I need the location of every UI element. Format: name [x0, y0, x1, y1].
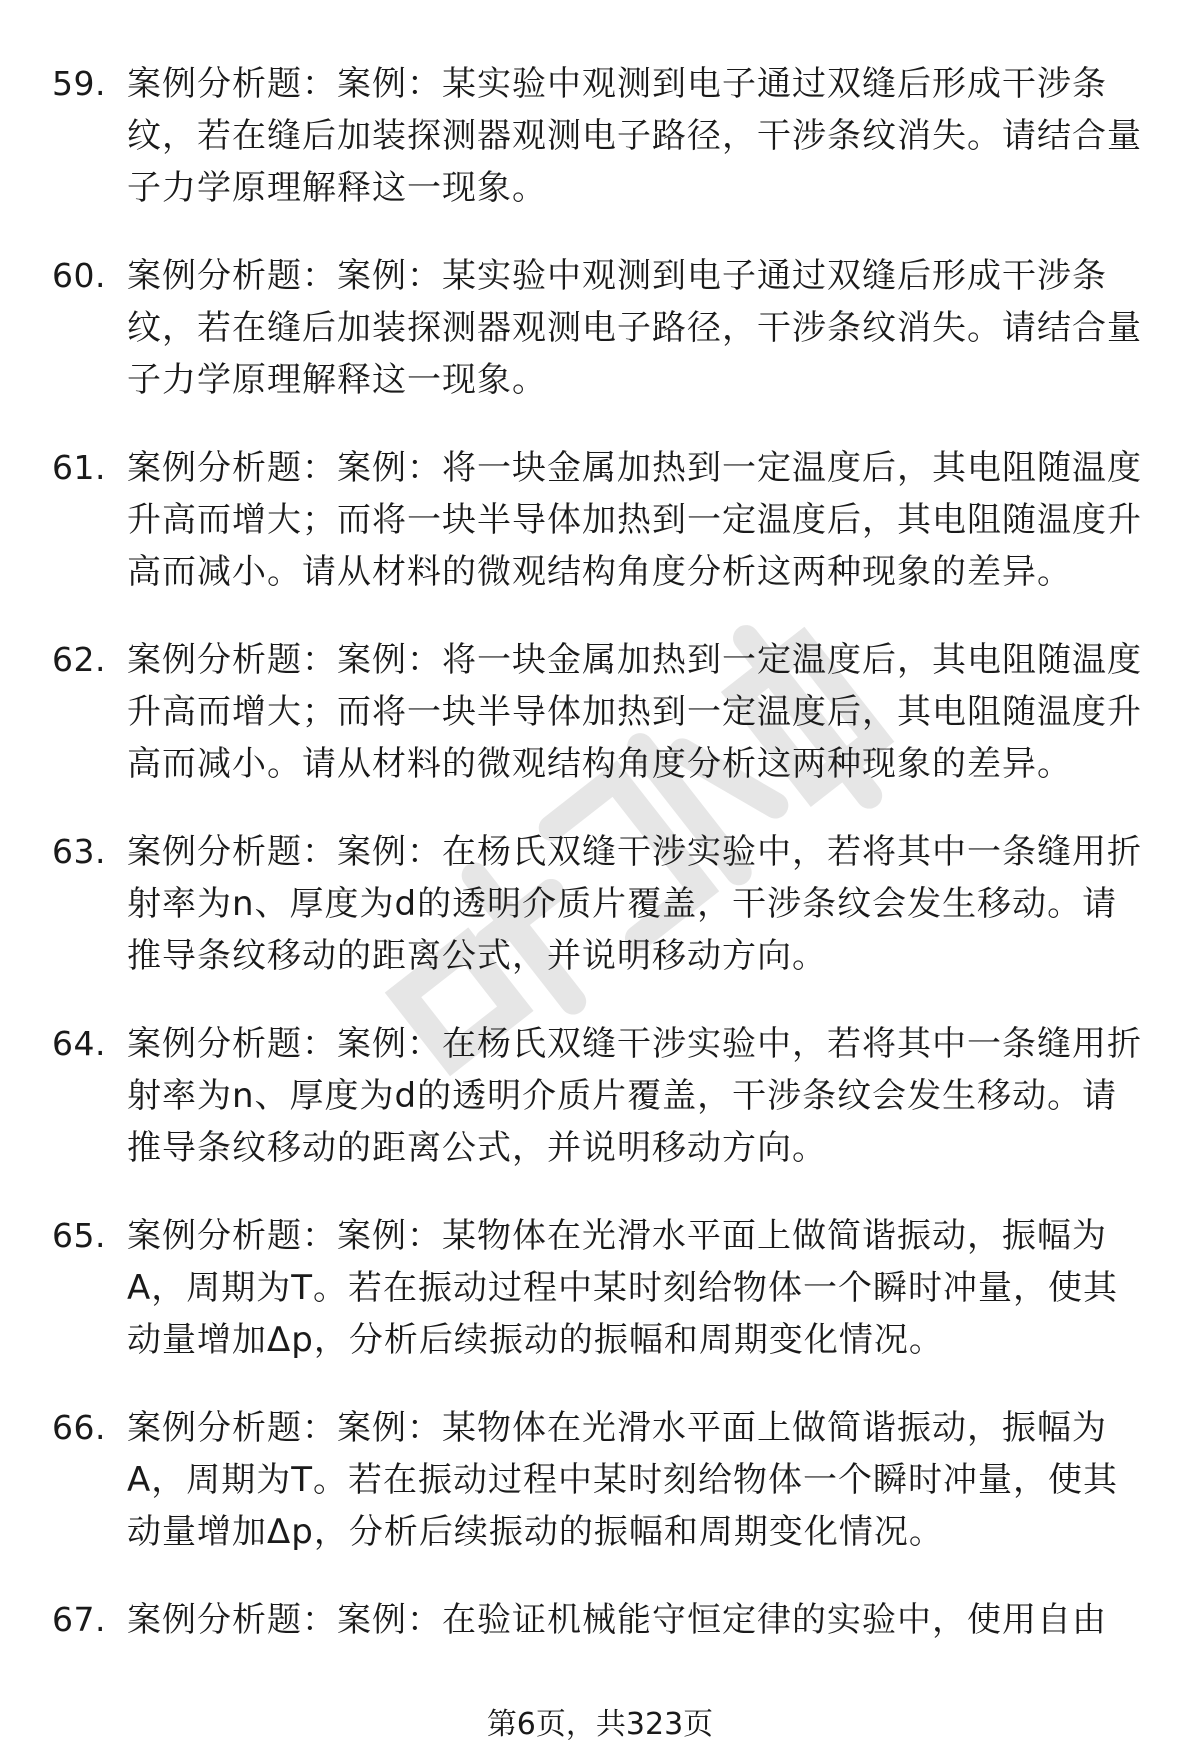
question-number: 66. — [52, 1408, 106, 1447]
question-number: 59. — [52, 64, 106, 103]
page-footer: 第6页，共323页 — [486, 1707, 714, 1742]
question-item-61 — [52, 442, 1152, 598]
question-text: 案例分析题：案例：某实验中观测到电子通过双缝后形成干涉条纹，若在缝后加装探测器观测电子路径，干涉条纹消失。请结合量子力学原理解释这一现象。 — [127, 64, 1142, 208]
question-item-65 — [52, 1210, 1152, 1366]
question-text: 案例分析题：案例：将一块金属加热到一定温度后，其电阻随温度升高而增大；而将一块半导体加热到一定温度后，其电阻随温度升高而减小。请从材料的微观结构角度分析这两种现象的差异。 — [127, 448, 1142, 592]
question-item-63 — [52, 826, 1152, 982]
question-text: 案例分析题：案例：某实验中观测到电子通过双缝后形成干涉条纹，若在缝后加装探测器观测电子路径，干涉条纹消失。请结合量子力学原理解释这一现象。 — [127, 256, 1142, 400]
question-item-67 — [52, 1594, 1152, 1646]
question-number: 65. — [52, 1216, 106, 1255]
question-number: 64. — [52, 1024, 106, 1063]
question-text: 案例分析题：案例：在杨氏双缝干涉实验中，若将其中一条缝用折射率为n、厚度为d的透明介质片覆盖，干涉条纹会发生移动。请推导条纹移动的距离公式，并说明移动方向。 — [127, 832, 1142, 976]
question-item-59 — [52, 58, 1152, 214]
question-number: 60. — [52, 256, 106, 295]
question-number: 62. — [52, 640, 106, 679]
question-list — [52, 58, 1152, 1682]
question-text: 案例分析题：案例：在杨氏双缝干涉实验中，若将其中一条缝用折射率为n、厚度为d的透明介质片覆盖，干涉条纹会发生移动。请推导条纹移动的距离公式，并说明移动方向。 — [127, 1024, 1142, 1168]
question-item-62 — [52, 634, 1152, 790]
question-text: 案例分析题：案例：将一块金属加热到一定温度后，其电阻随温度升高而增大；而将一块半导体加热到一定温度后，其电阻随温度升高而减小。请从材料的微观结构角度分析这两种现象的差异。 — [127, 640, 1142, 784]
question-number: 67. — [52, 1600, 106, 1639]
question-text: 案例分析题：案例：某物体在光滑水平面上做简谐振动，振幅为A，周期为T。若在振动过程中某时刻给物体一个瞬时冲量，使其动量增加Δp，分析后续振动的振幅和周期变化情况。 — [127, 1408, 1119, 1552]
question-text: 案例分析题：案例：在验证机械能守恒定律的实验中，使用自由 — [127, 1600, 1107, 1640]
question-number: 61. — [52, 448, 106, 487]
question-number: 63. — [52, 832, 106, 871]
question-item-66 — [52, 1402, 1152, 1558]
question-item-64 — [52, 1018, 1152, 1174]
question-text: 案例分析题：案例：某物体在光滑水平面上做简谐振动，振幅为A，周期为T。若在振动过程中某时刻给物体一个瞬时冲量，使其动量增加Δp，分析后续振动的振幅和周期变化情况。 — [127, 1216, 1119, 1360]
question-item-60 — [52, 250, 1152, 406]
